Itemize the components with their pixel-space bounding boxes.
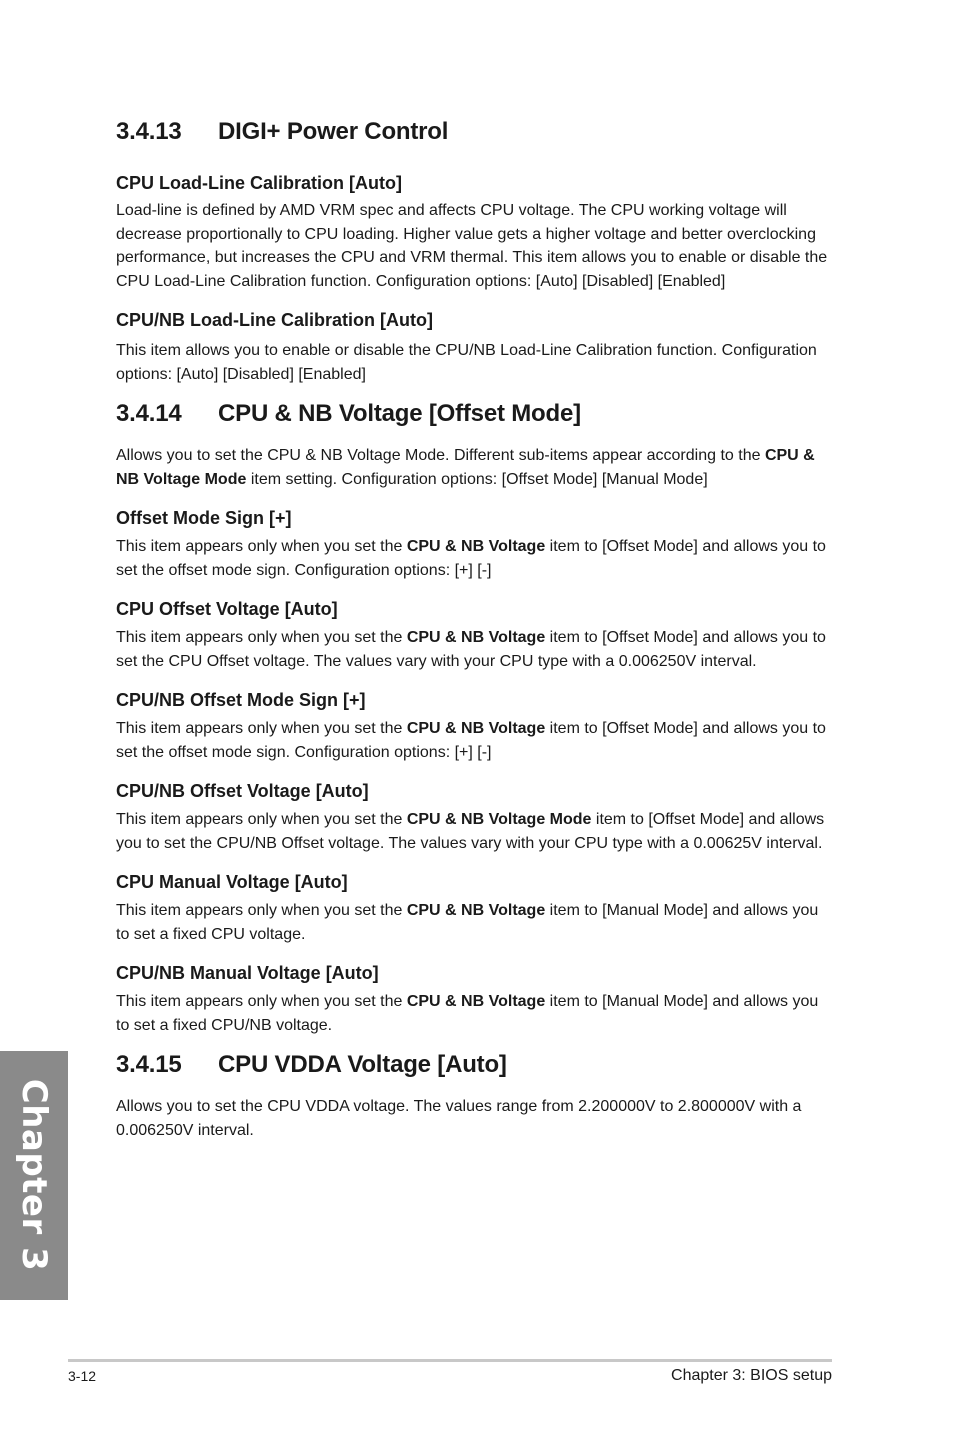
- item-title-cpu-manual-voltage: CPU Manual Voltage [Auto]: [116, 872, 348, 892]
- body-text: item to [Manual Mode] and allows you to set a fixed CPU/NB voltage.: [116, 993, 819, 1034]
- section-heading-3-4-15: [116, 1050, 836, 1080]
- section-intro: [116, 444, 836, 491]
- intro-text: Allows you to set the CPU & NB Voltage Mode. Different sub-items appear according to the: [116, 447, 765, 464]
- body-text: This item appears only when you set the: [116, 720, 407, 737]
- item-body-offset-mode-sign: [116, 535, 836, 582]
- body-text: This item appears only when you set the: [116, 538, 407, 555]
- item-body-cpunb-offset-voltage: [116, 808, 836, 855]
- body-bold: CPU & NB Voltage Mode: [406, 811, 592, 828]
- body-bold: CPU & NB Voltage: [406, 720, 546, 737]
- item-title-cpunb-offset-voltage: CPU/NB Offset Voltage [Auto]: [116, 781, 369, 801]
- item-body-cpu-load-line: Load-line is defined by AMD VRM spec and affects CPU voltage. The CPU working voltage will decrease proportionally to CPU loading. Higher value gets a higher voltage and better overclocking performance, but increases the CPU and VRM thermal. This item allows you to enable or disable the CPU Load-Line Calibration function. Configuration options: [Auto] [Disabled] [Enabled]: [116, 202, 828, 290]
- section-number: 3.4.15: [116, 1051, 182, 1078]
- item-body-cpunb-load-line: This item allows you to enable or disable the CPU/NB Load-Line Calibration function. Configuration options: [Auto] [Disabled] [Enabled]: [116, 342, 817, 383]
- body-text: item to [Manual Mode] and allows you to set a fixed CPU voltage.: [116, 902, 819, 943]
- body-text: item to [Offset Mode] and allows you to set the offset mode sign. Configuration options: [+] [-]: [116, 538, 826, 579]
- item-title-cpu-load-line: CPU Load-Line Calibration [Auto]: [116, 173, 402, 193]
- chapter-side-tab: [0, 1051, 68, 1300]
- chapter-tab-label: Chapter 3: [14, 1078, 54, 1272]
- item-title-cpunb-manual-voltage: CPU/NB Manual Voltage [Auto]: [116, 963, 379, 983]
- item-title-cpunb-offset-mode-sign: CPU/NB Offset Mode Sign [+]: [116, 690, 366, 710]
- item-title-cpu-offset-voltage: CPU Offset Voltage [Auto]: [116, 599, 338, 619]
- body-text: This item appears only when you set the: [116, 993, 407, 1010]
- body-text: item to [Offset Mode] and allows you to set the CPU/NB Offset voltage. The values vary with your CPU type with a 0.00625V interval.: [116, 811, 825, 852]
- body-bold: CPU & NB Voltage: [406, 538, 546, 555]
- item-body-cpunb-offset-mode-sign: [116, 717, 836, 764]
- section-number: 3.4.13: [116, 118, 182, 145]
- body-bold: CPU & NB Voltage: [406, 629, 546, 646]
- page-content: [116, 117, 836, 1142]
- body-bold: CPU & NB Voltage: [406, 902, 546, 919]
- body-text: This item appears only when you set the: [116, 629, 407, 646]
- page-number: 3-12: [68, 1368, 97, 1384]
- footer-chapter-title: Chapter 3: BIOS setup: [671, 1367, 832, 1384]
- section-title: CPU VDDA Voltage [Auto]: [218, 1051, 507, 1078]
- item-title-offset-mode-sign: Offset Mode Sign [+]: [116, 508, 292, 528]
- body-text: This item appears only when you set the: [116, 811, 407, 828]
- body-text: This item appears only when you set the: [116, 902, 407, 919]
- item-body-cpunb-manual-voltage: [116, 990, 836, 1037]
- body-bold: CPU & NB Voltage: [406, 993, 546, 1010]
- item-body-cpu-offset-voltage: [116, 626, 836, 673]
- section-title: CPU & NB Voltage [Offset Mode]: [218, 400, 581, 427]
- intro-text: item setting. Configuration options: [Offset Mode] [Manual Mode]: [246, 470, 708, 488]
- section-heading-3-4-13: [116, 117, 836, 147]
- item-body-cpu-manual-voltage: [116, 899, 836, 946]
- section-title: DIGI+ Power Control: [218, 118, 449, 145]
- body-text: item to [Offset Mode] and allows you to set the offset mode sign. Configuration options: [+] [-]: [116, 720, 826, 761]
- intro-bold: CPU & NB Voltage Mode: [116, 447, 815, 488]
- footer-divider: [68, 1359, 832, 1362]
- section-body-vdda: Allows you to set the CPU VDDA voltage. The values range from 2.200000V to 2.800000V with a 0.006250V interval.: [116, 1098, 802, 1139]
- section-heading-3-4-14: [116, 399, 836, 429]
- body-text: item to [Offset Mode] and allows you to set the CPU Offset voltage. The values vary with your CPU type with a 0.006250V interval.: [116, 629, 826, 670]
- section-number: 3.4.14: [116, 400, 182, 427]
- item-title-cpunb-load-line: CPU/NB Load-Line Calibration [Auto]: [116, 310, 433, 330]
